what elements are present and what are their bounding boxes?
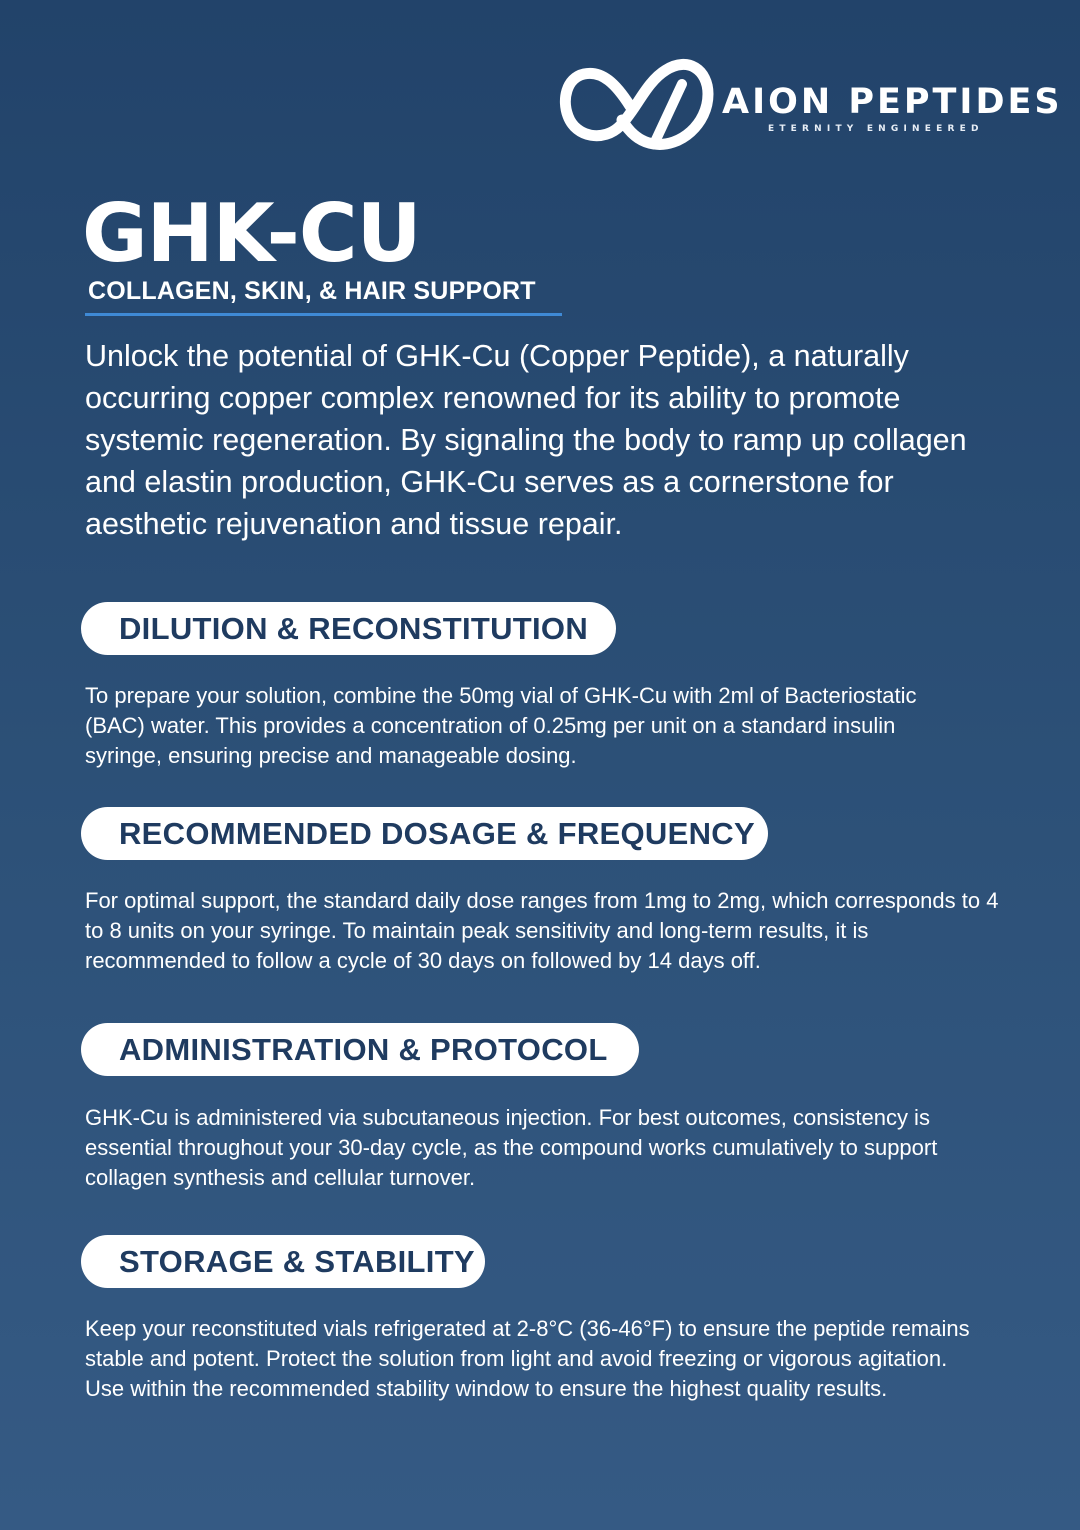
title-divider <box>85 313 562 316</box>
brand-name: AION PEPTIDES <box>722 82 1063 122</box>
infinity-loop-icon <box>558 48 714 156</box>
section-body-dilution: To prepare your solution, combine the 50mg vial of GHK-Cu with 2ml of Bacteriostatic (BAC) water. This provides a concentration of 0.25mg per unit on a standard insulin syringe, ensuring precise and manageable dosing. <box>85 683 917 768</box>
section-heading-storage <box>81 1235 485 1288</box>
section-heading-dilution <box>81 602 616 655</box>
section-body-dosage: For optimal support, the standard daily dose ranges from 1mg to 2mg, which corresponds to 4 to 8 units on your syringe. To maintain peak sensitivity and long-term results, it is recommended to follow a cycle of 30 days on followed by 14 days off. <box>85 888 999 973</box>
product-subtitle: COLLAGEN, SKIN, & HAIR SUPPORT <box>88 277 536 305</box>
intro-paragraph: Unlock the potential of GHK-Cu (Copper Peptide), a naturally occurring copper complex renowned for its ability to promote systemic regeneration. By signaling the body to ramp up collagen and elastin production, GHK-Cu serves as a cornerstone for aesthetic rejuvenation and tissue repair. <box>85 339 967 541</box>
section-heading-label: STORAGE & STABILITY <box>119 1244 475 1279</box>
section-body-storage: Keep your reconstituted vials refrigerated at 2-8°C (36-46°F) to ensure the peptide remains stable and potent. Protect the solution from light and avoid freezing or vigorous agitation. Use within the recommended stability window to ensure the highest quality results. <box>85 1316 970 1401</box>
section-heading-label: DILUTION & RECONSTITUTION <box>119 611 589 646</box>
section-heading-administration <box>81 1023 639 1076</box>
section-heading-label: RECOMMENDED DOSAGE & FREQUENCY <box>119 816 755 851</box>
product-title: GHK-CU <box>82 187 421 280</box>
brand-logo <box>558 48 1063 158</box>
section-heading-dosage <box>81 807 768 860</box>
section-body-administration: GHK-Cu is administered via subcutaneous injection. For best outcomes, consistency is essential throughout your 30-day cycle, as the compound works cumulatively to support collagen synthesis and cellular turnover. <box>85 1105 938 1190</box>
section-heading-label: ADMINISTRATION & PROTOCOL <box>119 1032 608 1067</box>
brand-tagline: ETERNITY ENGINEERED <box>768 124 984 134</box>
